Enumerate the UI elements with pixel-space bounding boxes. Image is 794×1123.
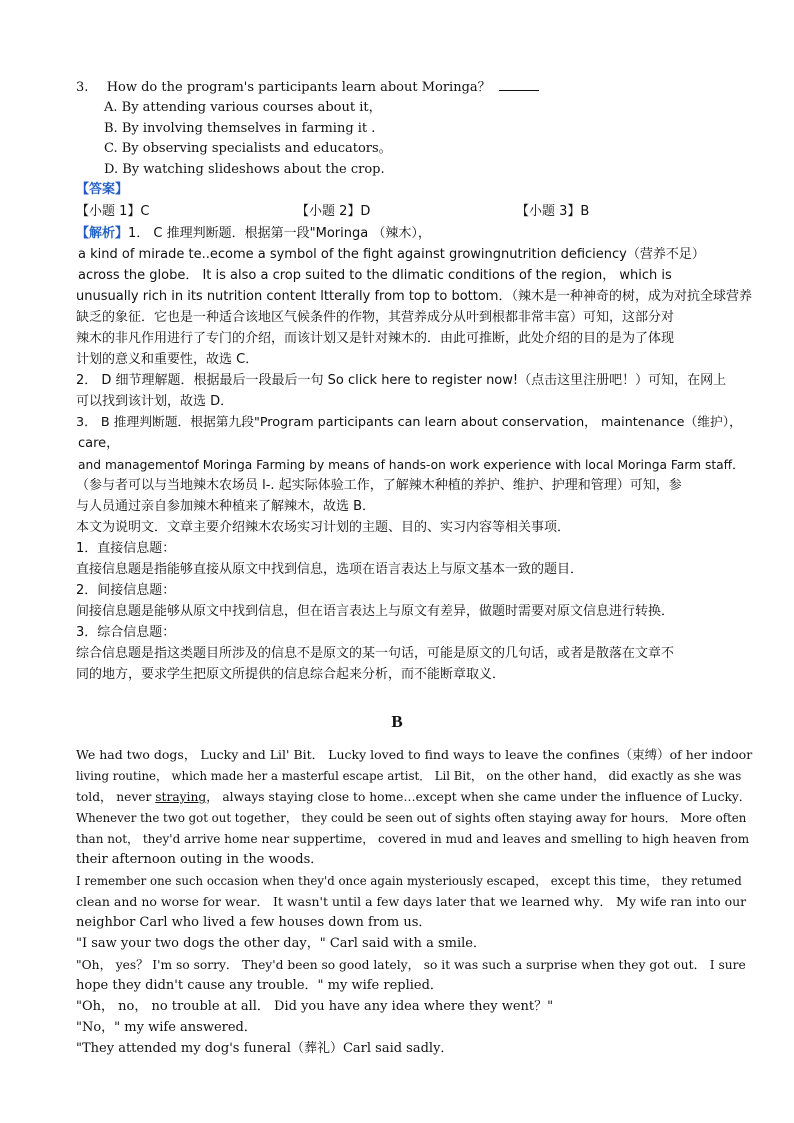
passage-line: We had two dogs， Lucky and Lil' Bit． Lucky loved to find ways to leave the confines（束缚）of her indoor	[76, 747, 753, 762]
analysis-line: 辣木的非凡作用进行了专门的介绍，而该计划又是针对辣木的．由此可推断，此处介绍的目的是为了体现	[76, 331, 675, 346]
passage-line: I remember one such occasion when they'd once again mysteriously escaped， except this time， they retumed	[76, 874, 742, 888]
analysis-line: 可以找到该计划，故选 D．	[76, 394, 234, 409]
analysis-line: 同的地方，要求学生把原文所提供的信息综合起来分析，而不能断章取义．	[76, 667, 506, 682]
analysis-line: across the globe． It is also a crop suited to the dlimatic conditions of the region， which is	[78, 268, 672, 283]
analysis-tag: 【解析】	[76, 226, 129, 241]
passage-line: clean and no worse for wear． It wasn't until a few days later that we learned why． My wife ran into our	[76, 894, 747, 909]
passage-text: told， never	[76, 790, 156, 804]
analysis-line: 2．间接信息题：	[76, 583, 176, 598]
analysis-line: 3． B 推理判断题．根据第九段"Program participants can learn about conservation， maintenance（维护），	[76, 415, 742, 430]
passage-line: "They attended my dog's funeral（葬礼）Carl said sadly．	[76, 1041, 454, 1056]
passage-line: their afternoon outing in the woods．	[76, 852, 324, 867]
option-a: A. By attending various courses about it，	[104, 100, 382, 115]
passage-line: "Oh， no， no trouble at all． Did you have any idea where they went？"	[76, 999, 554, 1014]
answer-item-3: 【小题 3】B	[516, 204, 590, 219]
option-d: D. By watching slideshows about the crop.	[104, 162, 385, 177]
analysis-line: 缺乏的象征．它也是一种适合该地区气候条件的作物，其营养成分从叶到根都非常丰富）可知，这部分对	[76, 310, 675, 325]
analysis-line: care，	[78, 436, 120, 451]
section-title: B	[391, 712, 403, 731]
passage-line: "Oh， yes？ I'm so sorry． They'd been so good lately， so it was such a surprise when they got out． I sure	[76, 958, 746, 972]
analysis-line: and managementof Moringa Farming by means of hands-on work experience with local Moringa Farm staff．	[78, 458, 745, 472]
analysis-first-line: 1． C 推理判断题．根据第一段"Moringa （辣木），	[128, 226, 431, 241]
question-stem: How do the program's participants learn about Moringa？	[106, 80, 491, 95]
analysis-heading	[76, 224, 431, 244]
analysis-line: 1．直接信息题：	[76, 541, 176, 556]
analysis-line: 计划的意义和重要性，故选 C．	[76, 352, 259, 367]
analysis-line: 与人员通过亲自参加辣木种植来了解辣木，故选 B．	[76, 499, 376, 514]
question-number: 3.	[76, 80, 89, 95]
passage-text: ， always staying close to home…except when she came under the influence of Lucky．	[206, 790, 752, 804]
passage-line: than not， they'd arrive home near suppertime， covered in mud and leaves and smelling to high heaven from	[76, 832, 750, 846]
passage-line: living routine， which made her a masterful escape artist． Lil Bit， on the other hand， did exactly as she was	[76, 769, 742, 783]
analysis-line: 2． D 细节理解题．根据最后一段最后一句 So click here to register now!（点击这里注册吧！）可知，在网上	[76, 373, 727, 388]
passage-line	[76, 787, 751, 807]
analysis-line: （参与者可以与当地辣木农场员 l-. 起实际体验工作，了解辣木种植的养护、维护、护理和管理）可知，参	[76, 478, 682, 493]
analysis-line: a kind of mirade te..ecome a symbol of the fight against growingnutrition deficiency（营养不足）	[78, 247, 705, 262]
analysis-line: 3．综合信息题：	[76, 625, 176, 640]
passage-line: hope they didn't cause any trouble．" my wife replied．	[76, 978, 443, 993]
answer-tag: 【答案】	[76, 182, 129, 197]
analysis-line: 直接信息题是指能够直接从原文中找到信息，选项在语言表达上与原文基本一致的题目．	[76, 562, 584, 577]
underlined-word: straying	[155, 790, 207, 804]
option-c: C. By observing specialists and educators。	[104, 141, 392, 156]
analysis-line: unusually rich in its nutrition content ltterally from top to bottom．（辣木是一种神奇的树，成为对抗全球营养	[76, 289, 752, 304]
answer-heading	[76, 180, 128, 200]
analysis-line: 间接信息题是能够从原文中找到信息，但在语言表达上与原文有差异，做题时需要对原文信息进行转换．	[76, 604, 675, 619]
passage-line: neighbor Carl who lived a few houses down from us．	[76, 915, 432, 930]
question-3	[76, 78, 539, 98]
analysis-line: 本文为说明文．文章主要介绍辣木农场实习计划的主题、目的、实习内容等相关事项．	[76, 520, 571, 535]
answer-item-2: 【小题 2】D	[296, 204, 371, 219]
answer-item-1: 【小题 1】C	[76, 204, 150, 219]
answer-blank	[499, 78, 539, 91]
passage-line: "No，" my wife answered．	[76, 1020, 257, 1035]
passage-line: Whenever the two got out together， they could be seen out of sights often staying away for hours． More often	[76, 811, 747, 825]
option-b: B. By involving themselves in farming it .	[104, 121, 376, 136]
analysis-line: 综合信息题是指这类题目所涉及的信息不是原文的某一句话，可能是原文的几句话，或者是散落在文章不	[76, 646, 675, 661]
passage-line: "I saw your two dogs the other day，" Carl said with a smile．	[76, 936, 486, 951]
